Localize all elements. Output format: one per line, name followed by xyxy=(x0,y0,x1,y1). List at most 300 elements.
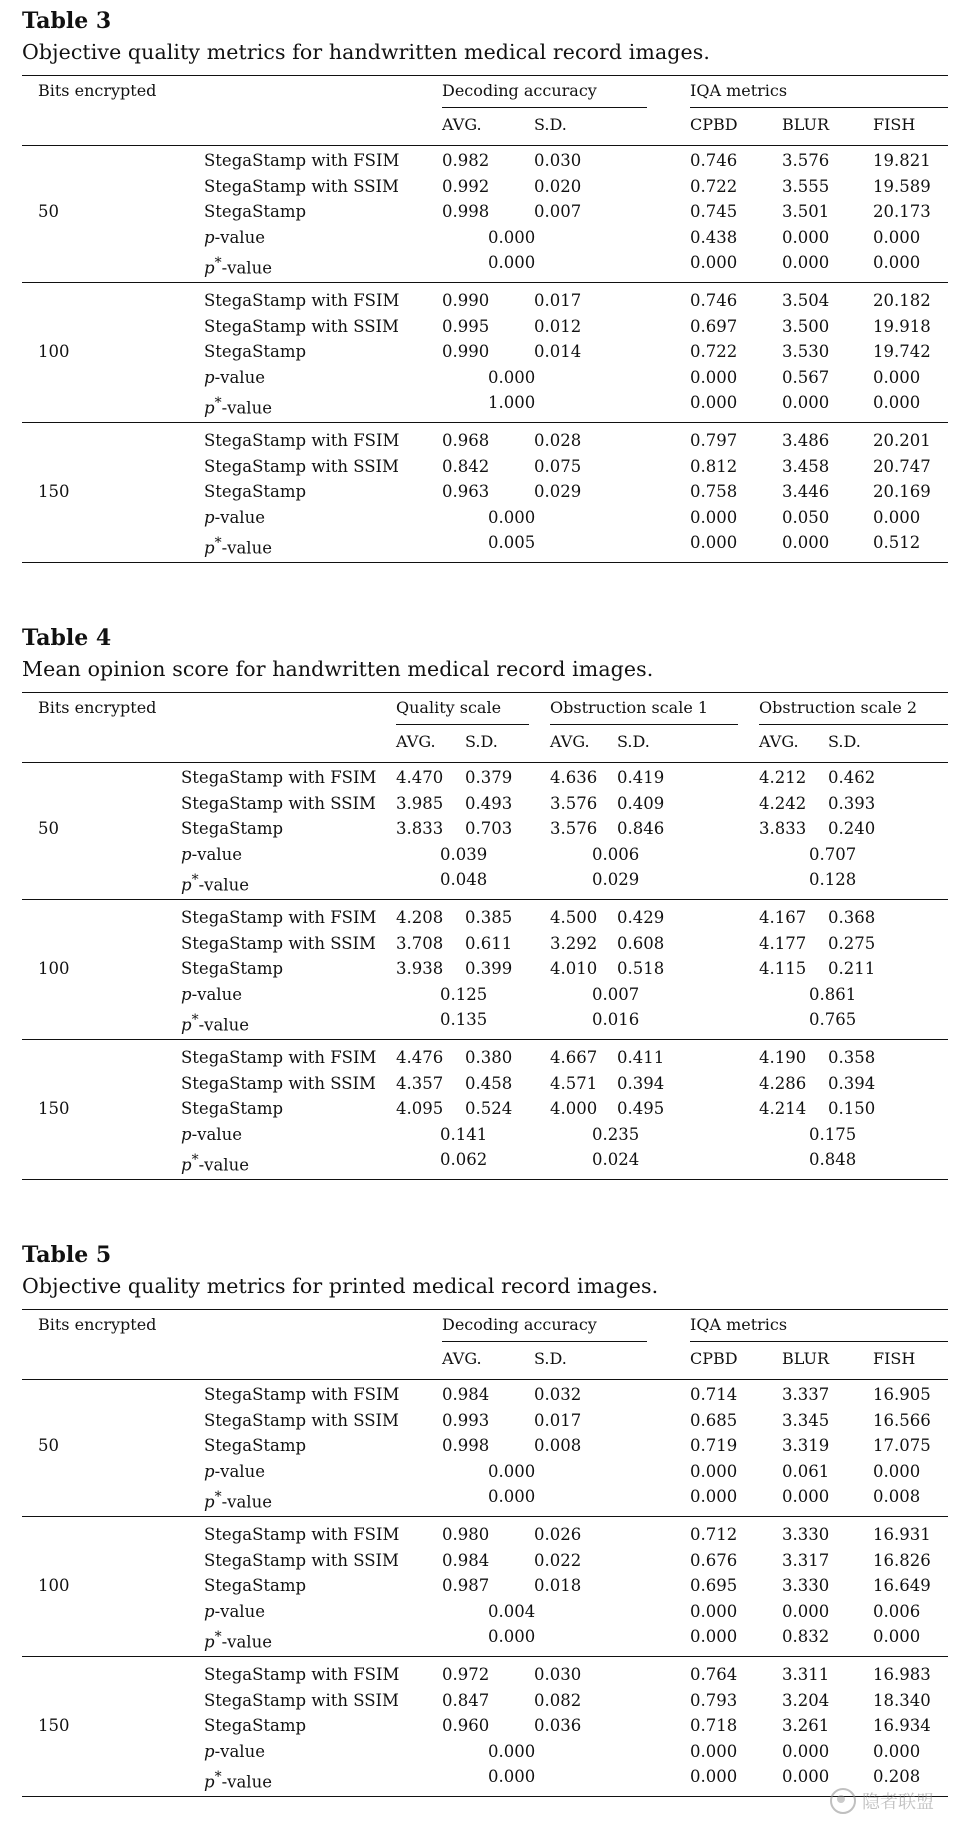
table-cell: 0.429 xyxy=(617,908,665,927)
table-cell: 0.240 xyxy=(828,819,876,839)
table-cell: 0.000 xyxy=(690,1487,738,1507)
table-row-method xyxy=(181,985,242,1005)
top-rule xyxy=(22,692,948,693)
table-cell: 3.345 xyxy=(782,1410,830,1430)
table-cell: 0.000 xyxy=(782,393,830,413)
table-cell: 0.000 xyxy=(873,227,921,247)
table-cell: 4.212 xyxy=(759,768,807,787)
table-cell: 0.987 xyxy=(442,1576,490,1596)
table-cell: 4.242 xyxy=(759,793,807,813)
table-cell: 0.745 xyxy=(690,202,738,222)
table-row-method xyxy=(181,1074,376,1094)
p-symbol: p xyxy=(181,1155,192,1175)
table-cell: 0.000 xyxy=(690,1741,738,1761)
star-symbol: * xyxy=(191,1152,199,1169)
table-cell: 3.501 xyxy=(782,202,830,222)
table-cell: 0.030 xyxy=(534,1665,582,1684)
table-row-method xyxy=(181,768,376,788)
method-text: StegaStamp with FSIM xyxy=(181,768,377,787)
merged-cell: 0.125 xyxy=(440,984,488,1004)
merged-cell: 0.029 xyxy=(592,870,640,890)
method-text: -value xyxy=(214,227,265,247)
merged-cell: 0.000 xyxy=(488,1627,536,1647)
table-row-method xyxy=(204,1627,272,1653)
table-cell: 0.017 xyxy=(534,291,582,310)
column-header: S.D. xyxy=(465,732,498,751)
bits-value: 150 xyxy=(38,482,70,502)
table-cell: 0.008 xyxy=(873,1487,921,1507)
table-cell: 0.394 xyxy=(617,1073,665,1093)
table-row-method xyxy=(204,151,399,171)
watermark xyxy=(830,1788,934,1814)
table-row-method xyxy=(204,1691,399,1711)
p-symbol: p xyxy=(204,1632,215,1652)
table-row-method xyxy=(204,1742,265,1762)
method-text: StegaStamp xyxy=(181,819,284,839)
table-cell: 0.000 xyxy=(873,393,921,413)
method-text: -value xyxy=(221,1772,272,1792)
table-label: Table 4 xyxy=(22,625,112,651)
method-text: -value xyxy=(214,1741,265,1761)
method-text: -value xyxy=(214,507,265,527)
table-row-method xyxy=(181,1010,249,1036)
table-cell: 0.020 xyxy=(534,176,582,196)
merged-cell: 0.175 xyxy=(809,1124,857,1144)
table-cell: 4.190 xyxy=(759,1048,807,1067)
method-text: StegaStamp with SSIM xyxy=(204,316,399,336)
table-cell: 0.000 xyxy=(873,367,921,387)
method-text: StegaStamp with SSIM xyxy=(181,933,376,953)
table-row-method xyxy=(204,482,306,502)
method-text: StegaStamp with SSIM xyxy=(204,1690,399,1710)
table-cell: 0.014 xyxy=(534,342,582,362)
table-label: Table 3 xyxy=(22,8,112,34)
merged-cell: 0.000 xyxy=(488,1741,536,1761)
table-row-method xyxy=(204,317,399,337)
row-header-label: Bits encrypted xyxy=(38,1315,157,1334)
table-cell: 18.340 xyxy=(873,1690,931,1710)
column-group-header: Quality scale xyxy=(396,698,502,717)
star-symbol: * xyxy=(214,1629,222,1646)
table-label: Table 5 xyxy=(22,1242,112,1268)
bits-value: 50 xyxy=(38,202,59,222)
p-symbol: p xyxy=(204,1741,215,1761)
table-row-method xyxy=(204,457,399,477)
table-cell: 3.317 xyxy=(782,1550,830,1570)
p-symbol: p xyxy=(204,538,215,558)
table-cell: 20.747 xyxy=(873,456,931,476)
table-cell: 16.931 xyxy=(873,1525,931,1544)
table-cell: 3.576 xyxy=(782,151,830,170)
merged-cell: 0.135 xyxy=(440,1010,488,1030)
table-cell: 0.000 xyxy=(690,507,738,527)
table-row-method xyxy=(204,202,306,222)
table-cell: 19.821 xyxy=(873,151,931,170)
column-group-header: IQA metrics xyxy=(690,1315,788,1334)
table-cell: 3.833 xyxy=(759,819,807,839)
method-text: -value xyxy=(221,398,272,418)
row-header-label: Bits encrypted xyxy=(38,698,157,717)
table-cell: 0.676 xyxy=(690,1550,738,1570)
table-row-method xyxy=(204,1385,399,1405)
table-cell: 4.167 xyxy=(759,908,807,927)
table-cell: 0.000 xyxy=(690,393,738,413)
merged-cell: 0.000 xyxy=(488,253,536,273)
method-text: StegaStamp xyxy=(204,1576,307,1596)
column-group-header: Obstruction scale 2 xyxy=(759,698,918,717)
table-row-method xyxy=(181,819,283,839)
merged-cell: 0.000 xyxy=(488,507,536,527)
header-rule xyxy=(22,145,948,146)
merged-cell: 0.235 xyxy=(592,1124,640,1144)
merged-cell: 0.848 xyxy=(809,1150,857,1170)
table-cell: 4.208 xyxy=(396,908,444,927)
table-cell: 0.358 xyxy=(828,1048,876,1067)
group-underline xyxy=(396,724,529,725)
table-cell: 0.399 xyxy=(465,959,513,979)
table-cell: 4.571 xyxy=(550,1073,598,1093)
method-text: StegaStamp with FSIM xyxy=(204,291,400,310)
table-cell: 0.758 xyxy=(690,482,738,502)
bottom-rule xyxy=(22,1179,948,1180)
table-cell: 0.275 xyxy=(828,933,876,953)
table-cell: 16.649 xyxy=(873,1576,931,1596)
table-cell: 0.960 xyxy=(442,1716,490,1736)
table-cell: 3.504 xyxy=(782,291,830,310)
table-row-method xyxy=(204,1487,272,1513)
table-cell: 0.992 xyxy=(442,176,490,196)
table-cell: 4.500 xyxy=(550,908,598,927)
p-symbol: p xyxy=(204,1461,215,1481)
merged-cell: 0.006 xyxy=(592,844,640,864)
table-cell: 4.115 xyxy=(759,959,807,979)
column-header: AVG. xyxy=(442,1349,482,1368)
star-symbol: * xyxy=(214,1769,222,1786)
table-row-method xyxy=(204,291,399,311)
table-cell: 0.419 xyxy=(617,768,665,787)
star-symbol: * xyxy=(191,872,199,889)
table-cell: 0.000 xyxy=(873,253,921,273)
p-symbol: p xyxy=(204,1492,215,1512)
method-text: StegaStamp with FSIM xyxy=(181,908,377,927)
table-cell: 0.017 xyxy=(534,1410,582,1430)
table-row-method xyxy=(204,368,265,388)
method-text: StegaStamp xyxy=(204,202,307,222)
table-cell: 19.589 xyxy=(873,176,931,196)
block-rule xyxy=(22,422,948,423)
star-symbol: * xyxy=(191,1012,199,1029)
table-3 xyxy=(22,8,948,608)
table-row-method xyxy=(204,393,272,419)
table-cell: 3.458 xyxy=(782,456,830,476)
method-text: StegaStamp xyxy=(204,1716,307,1736)
table-cell: 4.000 xyxy=(550,1099,598,1119)
table-cell: 0.990 xyxy=(442,342,490,362)
table-cell: 0.029 xyxy=(534,482,582,502)
merged-cell: 0.039 xyxy=(440,844,488,864)
table-cell: 0.000 xyxy=(782,1741,830,1761)
table-cell: 0.036 xyxy=(534,1716,582,1736)
table-cell: 0.061 xyxy=(782,1461,830,1481)
table-cell: 0.000 xyxy=(782,253,830,273)
table-row-method xyxy=(204,533,272,559)
group-underline xyxy=(690,1341,948,1342)
merged-cell: 0.016 xyxy=(592,1010,640,1030)
block-rule xyxy=(22,1039,948,1040)
method-text: -value xyxy=(198,875,249,895)
p-symbol: p xyxy=(204,258,215,278)
table-cell: 0.608 xyxy=(617,933,665,953)
p-symbol: p xyxy=(181,875,192,895)
table-cell: 4.177 xyxy=(759,933,807,953)
method-text: StegaStamp with SSIM xyxy=(181,793,376,813)
table-cell: 0.082 xyxy=(534,1690,582,1710)
merged-cell: 0.048 xyxy=(440,870,488,890)
table-cell: 20.173 xyxy=(873,202,931,222)
table-cell: 0.847 xyxy=(442,1690,490,1710)
column-header: S.D. xyxy=(828,732,861,751)
table-row-method xyxy=(204,342,306,362)
group-underline xyxy=(442,107,647,108)
method-text: -value xyxy=(191,844,242,864)
table-cell: 4.357 xyxy=(396,1073,444,1093)
table-cell: 0.567 xyxy=(782,367,830,387)
table-row-method xyxy=(204,1576,306,1596)
table-row-method xyxy=(181,1048,376,1068)
table-cell: 0.393 xyxy=(828,793,876,813)
column-group-header: Decoding accuracy xyxy=(442,81,597,100)
table-caption: Mean opinion score for handwritten medical record images. xyxy=(22,657,654,681)
table-cell: 0.368 xyxy=(828,908,876,927)
table-row-method xyxy=(204,253,272,279)
header-rule xyxy=(22,762,948,763)
table-row-method xyxy=(181,1125,242,1145)
table-row-method xyxy=(181,794,376,814)
table-row-method xyxy=(204,1551,399,1571)
table-cell: 0.990 xyxy=(442,291,490,310)
column-header: BLUR xyxy=(782,1349,830,1368)
method-text: StegaStamp xyxy=(181,1099,284,1119)
table-cell: 4.470 xyxy=(396,768,444,787)
table-cell: 3.330 xyxy=(782,1576,830,1596)
table-cell: 0.008 xyxy=(534,1436,582,1456)
table-cell: 0.812 xyxy=(690,456,738,476)
top-rule xyxy=(22,1309,948,1310)
method-text: StegaStamp with FSIM xyxy=(204,1665,400,1684)
table-cell: 16.905 xyxy=(873,1385,931,1404)
table-cell: 0.842 xyxy=(442,456,490,476)
table-cell: 20.169 xyxy=(873,482,931,502)
table-cell: 0.995 xyxy=(442,316,490,336)
table-cell: 3.446 xyxy=(782,482,830,502)
p-symbol: p xyxy=(204,1772,215,1792)
table-cell: 3.311 xyxy=(782,1665,830,1684)
table-cell: 0.719 xyxy=(690,1436,738,1456)
table-cell: 0.993 xyxy=(442,1410,490,1430)
watermark-text: 隐者联盟 xyxy=(862,1792,934,1813)
table-cell: 0.028 xyxy=(534,431,582,450)
table-caption: Objective quality metrics for printed medical record images. xyxy=(22,1274,659,1298)
table-cell: 4.636 xyxy=(550,768,598,787)
table-row-method xyxy=(204,1767,272,1793)
table-cell: 3.985 xyxy=(396,793,444,813)
table-cell: 0.984 xyxy=(442,1550,490,1570)
table-cell: 0.379 xyxy=(465,768,513,787)
method-text: -value xyxy=(191,984,242,1004)
table-cell: 0.980 xyxy=(442,1525,490,1544)
star-symbol: * xyxy=(214,395,222,412)
table-cell: 0.764 xyxy=(690,1665,738,1684)
method-text: StegaStamp xyxy=(181,959,284,979)
table-cell: 0.712 xyxy=(690,1525,738,1544)
table-cell: 0.746 xyxy=(690,151,738,170)
table-cell: 0.385 xyxy=(465,908,513,927)
method-text: -value xyxy=(198,1015,249,1035)
method-text: -value xyxy=(221,258,272,278)
group-underline xyxy=(690,107,948,108)
table-cell: 19.918 xyxy=(873,316,931,336)
table-row-method xyxy=(204,431,399,451)
table-cell: 0.972 xyxy=(442,1665,490,1684)
table-cell: 0.000 xyxy=(782,1767,830,1787)
table-cell: 3.938 xyxy=(396,959,444,979)
table-cell: 3.319 xyxy=(782,1436,830,1456)
bits-value: 50 xyxy=(38,1436,59,1456)
table-cell: 0.982 xyxy=(442,151,490,170)
table-cell: 0.026 xyxy=(534,1525,582,1544)
table-row-method xyxy=(181,908,376,928)
table-cell: 3.530 xyxy=(782,342,830,362)
method-text: -value xyxy=(221,538,272,558)
table-cell: 0.998 xyxy=(442,1436,490,1456)
table-row-method xyxy=(204,1436,306,1456)
group-underline xyxy=(759,724,948,725)
method-text: StegaStamp xyxy=(204,1436,307,1456)
merged-cell: 1.000 xyxy=(488,393,536,413)
table-cell: 3.576 xyxy=(550,793,598,813)
table-row-method xyxy=(181,845,242,865)
table-cell: 0.000 xyxy=(873,1741,921,1761)
star-symbol: * xyxy=(214,255,222,272)
table-cell: 0.611 xyxy=(465,933,513,953)
table-cell: 0.000 xyxy=(690,1627,738,1647)
bottom-rule xyxy=(22,562,948,563)
table-cell: 0.000 xyxy=(873,1627,921,1647)
table-cell: 19.742 xyxy=(873,342,931,362)
p-symbol: p xyxy=(204,227,215,247)
table-cell: 3.204 xyxy=(782,1690,830,1710)
table-cell: 0.000 xyxy=(690,1767,738,1787)
column-header: S.D. xyxy=(534,1349,567,1368)
method-text: StegaStamp with SSIM xyxy=(204,1550,399,1570)
method-text: StegaStamp with SSIM xyxy=(204,456,399,476)
table-cell: 0.394 xyxy=(828,1073,876,1093)
star-symbol: * xyxy=(214,1489,222,1506)
table-cell: 0.000 xyxy=(690,1461,738,1481)
table-cell: 0.211 xyxy=(828,959,876,979)
row-header-label: Bits encrypted xyxy=(38,81,157,100)
method-text: -value xyxy=(214,1601,265,1621)
merged-cell: 0.005 xyxy=(488,533,536,553)
column-header: AVG. xyxy=(550,732,590,751)
table-cell: 0.493 xyxy=(465,793,513,813)
bits-value: 100 xyxy=(38,959,70,979)
column-header: AVG. xyxy=(759,732,799,751)
p-symbol: p xyxy=(181,984,192,1004)
table-row-method xyxy=(181,1099,283,1119)
table-cell: 0.998 xyxy=(442,202,490,222)
table-cell: 16.934 xyxy=(873,1716,931,1736)
table-cell: 0.695 xyxy=(690,1576,738,1596)
merged-cell: 0.024 xyxy=(592,1150,640,1170)
merged-cell: 0.128 xyxy=(809,870,857,890)
star-symbol: * xyxy=(214,535,222,552)
method-text: -value xyxy=(198,1155,249,1175)
block-rule xyxy=(22,899,948,900)
table-cell: 0.832 xyxy=(782,1627,830,1647)
table-cell: 0.714 xyxy=(690,1385,738,1404)
method-text: StegaStamp xyxy=(204,342,307,362)
table-cell: 0.006 xyxy=(873,1601,921,1621)
method-text: StegaStamp with SSIM xyxy=(204,176,399,196)
table-cell: 0.458 xyxy=(465,1073,513,1093)
block-rule xyxy=(22,282,948,283)
table-row-method xyxy=(181,1150,249,1176)
table-row-method xyxy=(181,934,376,954)
table-cell: 0.495 xyxy=(617,1099,665,1119)
method-text: StegaStamp with FSIM xyxy=(204,431,400,450)
column-group-header: IQA metrics xyxy=(690,81,788,100)
table-cell: 0.697 xyxy=(690,316,738,336)
wechat-logo-icon xyxy=(830,1788,856,1814)
table-cell: 0.050 xyxy=(782,507,830,527)
table-cell: 0.000 xyxy=(690,533,738,553)
table-cell: 0.984 xyxy=(442,1385,490,1404)
table-cell: 0.000 xyxy=(690,367,738,387)
table-cell: 3.500 xyxy=(782,316,830,336)
group-underline xyxy=(442,1341,647,1342)
table-row-method xyxy=(204,1411,399,1431)
bits-value: 100 xyxy=(38,1576,70,1596)
table-caption: Objective quality metrics for handwritten medical record images. xyxy=(22,40,710,64)
table-cell: 0.409 xyxy=(617,793,665,813)
p-symbol: p xyxy=(204,1601,215,1621)
table-cell: 0.000 xyxy=(873,507,921,527)
table-5 xyxy=(22,1242,948,1842)
table-cell: 17.075 xyxy=(873,1436,931,1456)
group-underline xyxy=(550,724,738,725)
table-cell: 16.826 xyxy=(873,1550,931,1570)
method-text: -value xyxy=(214,367,265,387)
table-cell: 0.968 xyxy=(442,431,490,450)
table-cell: 0.722 xyxy=(690,176,738,196)
table-cell: 0.438 xyxy=(690,227,738,247)
table-cell: 0.030 xyxy=(534,151,582,170)
method-text: -value xyxy=(214,1461,265,1481)
merged-cell: 0.000 xyxy=(488,1461,536,1481)
table-cell: 16.566 xyxy=(873,1410,931,1430)
p-symbol: p xyxy=(181,1015,192,1035)
merged-cell: 0.007 xyxy=(592,984,640,1004)
method-text: -value xyxy=(221,1492,272,1512)
method-text: -value xyxy=(221,1632,272,1652)
table-row-method xyxy=(204,508,265,528)
column-header: CPBD xyxy=(690,1349,738,1368)
method-text: StegaStamp with FSIM xyxy=(204,151,400,170)
table-cell: 4.286 xyxy=(759,1073,807,1093)
table-cell: 3.708 xyxy=(396,933,444,953)
column-header: S.D. xyxy=(617,732,650,751)
